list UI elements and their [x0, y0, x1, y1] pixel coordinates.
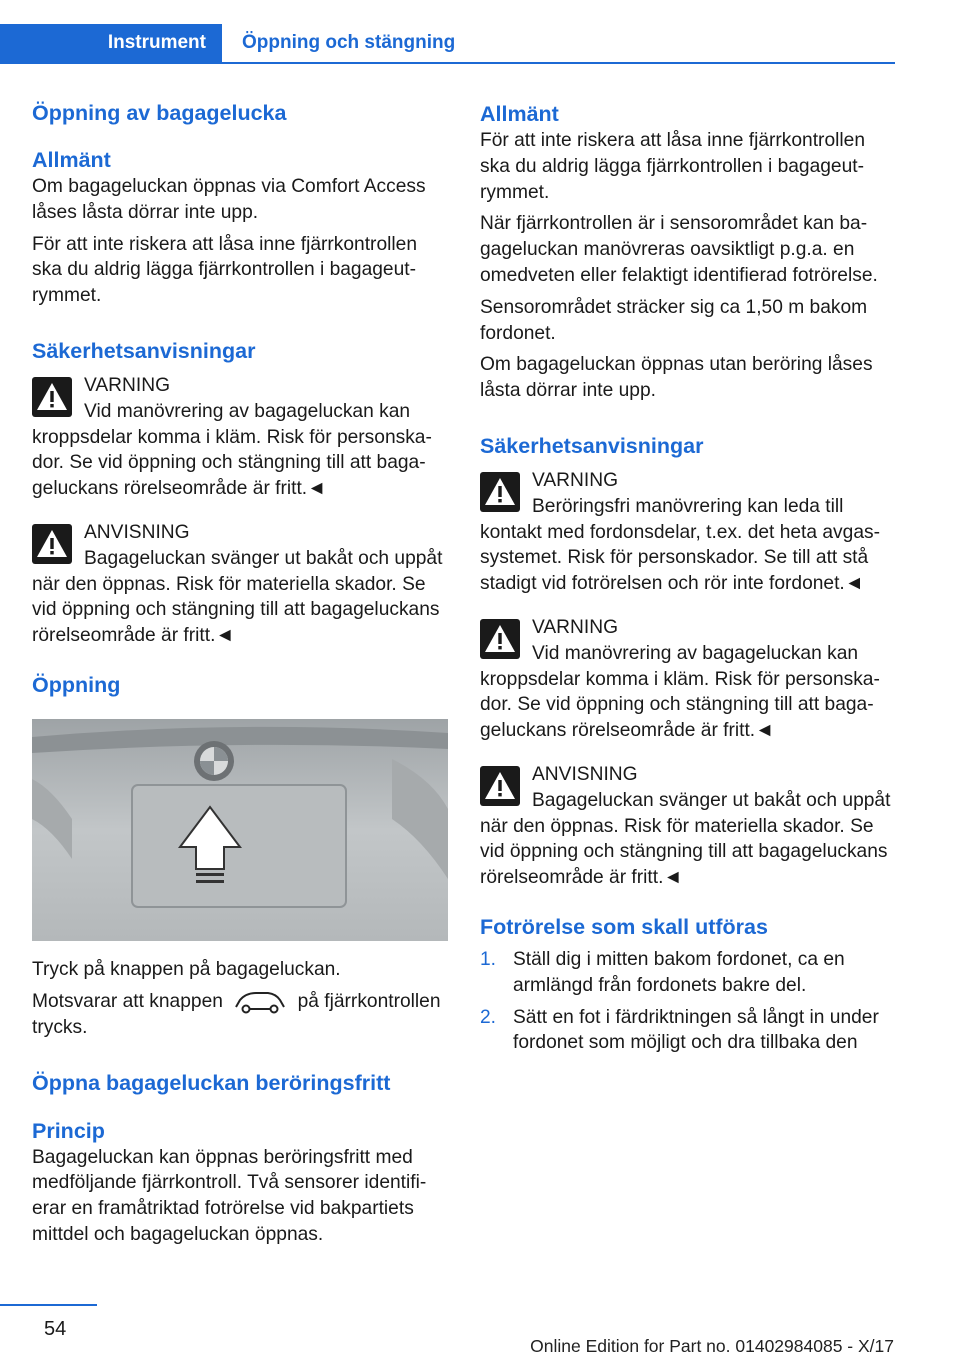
trunk-button-photo [32, 719, 448, 941]
paragraph: Tryck på knappen på bagageluckan. [32, 958, 341, 980]
list-item [480, 1005, 896, 1057]
right-column [480, 100, 896, 1062]
warning-block [480, 468, 896, 597]
paragraph: Om bagageluckan öppnas via Comfort Access låses låsta dörrar inte upp. [32, 176, 426, 223]
footer-rule [0, 1304, 97, 1306]
step-text: Sätt en fot i färdriktningen så långt in under fordonet som möjligt och dra tillbaka den [513, 1006, 879, 1054]
paragraph: Om bagageluckan öppnas utan beröring låses låsta dörrar inte upp. [480, 354, 873, 402]
header-bar [0, 24, 895, 64]
warning-triangle-icon [32, 377, 72, 417]
section-title: Öppning av bagagelucka [32, 101, 287, 125]
warning-triangle-icon [480, 619, 520, 659]
tab-instrument[interactable]: Instrument [0, 24, 222, 62]
heading-touchless: Öppna bagageluckan beröringsfritt [32, 1070, 391, 1095]
paragraph-remote: Motsvarar att knappen på fjärrkontrollen trycks. [32, 989, 448, 1041]
paragraph: Bagageluckan kan öppnas beröringsfritt med medföljande fjärrkontroll. Två sensorer identifierar en framåtriktad fotrörelse vid bakpartiets mittdel och bagageluckan öppnas. [32, 1146, 427, 1245]
heading-foot-motion: Fotrörelse som skall utföras [480, 914, 768, 939]
notice-block [32, 520, 448, 649]
warning-block [32, 373, 448, 502]
steps-list [480, 947, 896, 1056]
warning-title: VARNING [532, 616, 618, 638]
notice-text: Bagageluckan svänger ut bakåt och uppåt när den öppnas. Risk för materiella skador. Se vid öppning och stängning till att bagageluckans rörelseområde är fritt.◄ [480, 789, 891, 889]
notice-block [480, 762, 896, 891]
notice-title: ANVISNING [532, 763, 638, 785]
heading-safety: Säkerhetsanvisningar [480, 433, 704, 458]
paragraph: Sensorområdet sträcker sig ca 1,50 m bakom fordonet. [480, 296, 868, 344]
step-number: 2. [480, 1006, 497, 1028]
notice-title: ANVISNING [84, 521, 190, 543]
warning-title: VARNING [532, 469, 618, 491]
car-trunk-icon [232, 989, 288, 1015]
tab-opening-closing[interactable]: Öppning och stängning [242, 32, 456, 53]
paragraph: För att inte riskera att låsa inne fjärrkontrollen ska du aldrig lägga fjärrkontrollen i bagageutrymmet. [480, 130, 865, 203]
notice-text: Bagageluckan svänger ut bakåt och uppåt när den öppnas. Risk för materiella skador. Se vid öppning och stängning till att bagageluckans rörelseområde är fritt.◄ [32, 547, 443, 647]
warning-triangle-icon [480, 472, 520, 512]
left-column [32, 100, 448, 1254]
warning-text: Vid manövrering av bagageluckan kan kroppsdelar komma i kläm. Risk för personskador. Se vid öppning och stängning till att bagageluckans rörelseområde är fritt.◄ [32, 400, 432, 500]
warning-triangle-icon [32, 524, 72, 564]
edition-note: Online Edition for Part no. 01402984085 - X/17 [530, 1336, 894, 1356]
paragraph: För att inte riskera att låsa inne fjärrkontrollen ska du aldrig lägga fjärrkontrollen i bagageutrymmet. [32, 233, 417, 307]
step-number: 1. [480, 948, 497, 970]
heading-allmant: Allmänt [480, 102, 559, 126]
step-text: Ställ dig i mitten bakom fordonet, ca en armlängd från fordonets bakre del. [513, 948, 845, 996]
warning-triangle-icon [480, 766, 520, 806]
page-number: 54 [44, 1318, 67, 1340]
paragraph: När fjärrkontrollen är i sensorområdet kan bagageluckan manövreras oavsiktligt p.g.a. en omedveten eller felaktigt identifierad fotrörelse. [480, 213, 878, 286]
warning-text: Beröringsfri manövrering kan leda till kontakt med fordonsdelar, t.ex. det heta avgassystemet. Risk för personskador. Se till att stå stadigt vid fotrörelsen och rör inte fordonet.◄ [480, 495, 880, 595]
heading-safety: Säkerhetsanvisningar [32, 338, 256, 363]
heading-allmant: Allmänt [32, 148, 111, 172]
heading-opening: Öppning [32, 672, 121, 697]
warning-block [480, 615, 896, 744]
heading-principle: Princip [32, 1118, 105, 1143]
warning-text: Vid manövrering av bagageluckan kan kroppsdelar komma i kläm. Risk för personskador. Se vid öppning och stängning till att bagageluckans rörelseområde är fritt.◄ [480, 642, 880, 742]
warning-title: VARNING [84, 374, 170, 396]
list-item [480, 947, 896, 999]
